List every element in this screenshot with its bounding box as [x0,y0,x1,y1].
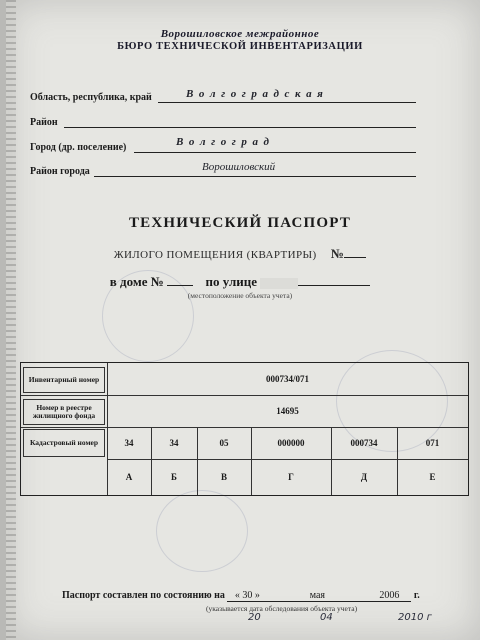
document-title: ТЕХНИЧЕСКИЙ ПАСПОРТ [128,215,352,231]
organization-title: БЮРО ТЕХНИЧЕСКОЙ ИНВЕНТАРИЗАЦИИ [117,41,363,52]
apartment-number-blank [344,257,366,258]
date-year: 2006 [367,590,411,602]
district-line [64,113,416,128]
subtitle-text: ЖИЛОГО ПОМЕЩЕНИЯ (КВАРТИРЫ) [113,249,317,261]
house-prefix: в доме № [109,274,164,289]
cadastral-value: 000000 [277,438,305,448]
cadastral-letter: Б [171,472,177,482]
faded-stamp [156,490,248,572]
number-sign: № [330,246,345,261]
redacted-street [260,278,298,289]
cadastral-label: Кадастровый номер [23,429,105,457]
city-value: В о л г о г р а д [176,136,271,148]
handwritten-month: 04 [320,612,333,623]
cadastral-value: 34 [169,438,179,448]
house-number-blank [167,285,193,286]
house-street-line [0,274,480,290]
street-blank [298,285,370,286]
passport-date-line [62,590,420,602]
district-label: Район [30,117,58,128]
cadastral-letter: А [125,472,133,482]
date-year-suffix: г. [413,590,420,601]
inventory-value: 000734/071 [265,374,309,384]
cadastral-letter: В [220,472,227,482]
region-value: В о л г о г р а д с к а я [186,88,325,100]
inventory-label: Инвентарный номер [23,367,105,393]
date-month: мая [267,590,367,602]
cadastral-value: 071 [425,438,440,448]
document-subtitle [0,246,480,262]
date-day: « 30 » [227,590,267,602]
cadastral-letter: Г [288,472,294,482]
location-note: (местоположение объекта учета) [187,291,293,300]
street-label: по улице [205,274,257,289]
registry-label: Номер в реестре жилищного фонда [23,399,105,425]
handwritten-year: 2010 г [398,612,432,623]
date-note: (указывается дата обследования объекта учета) [206,604,358,613]
cadastral-value: 05 [219,438,229,448]
city-district-value: Ворошиловский [202,161,276,173]
cadastral-value: 000734 [350,438,378,448]
cadastral-value: 34 [124,438,134,448]
cadastral-letter: Е [429,472,436,482]
city-label: Город (др. поселение) [30,142,127,153]
handwritten-day: 20 [248,612,261,623]
cadastral-letter: Д [360,472,368,482]
city-district-label: Район города [30,166,90,177]
region-label: Область, республика, край [30,92,152,103]
date-label: Паспорт составлен по состоянию на [62,590,225,601]
registry-value: 14695 [276,406,299,416]
binding-edge [6,0,16,640]
registration-table [20,362,469,496]
organization-name: Ворошиловское межрайонное [160,28,320,40]
